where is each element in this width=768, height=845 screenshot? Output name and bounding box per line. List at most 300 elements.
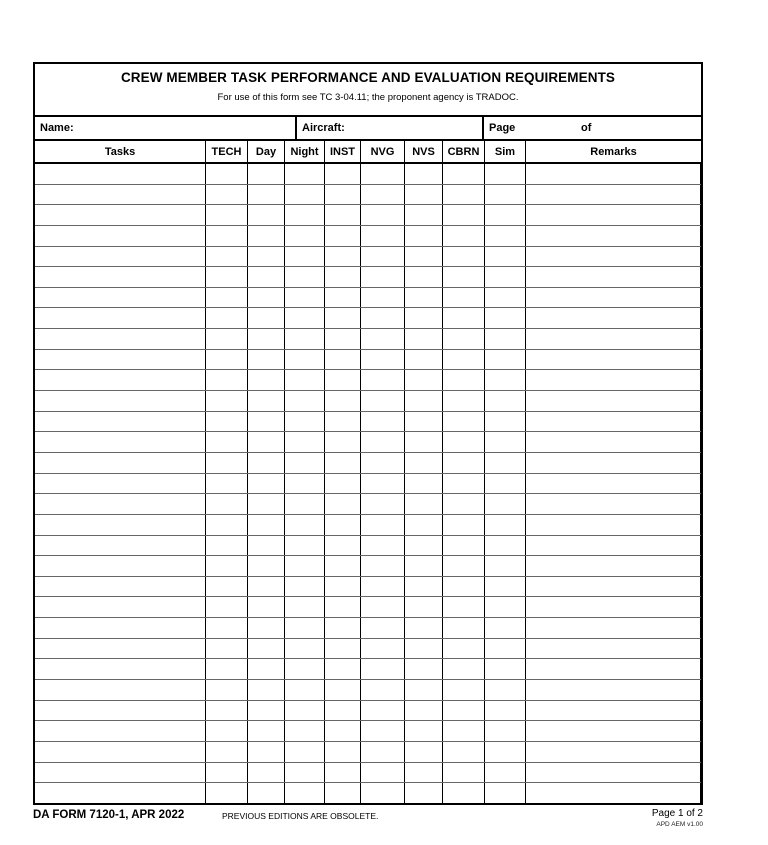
table-cell[interactable] — [206, 556, 248, 576]
table-cell[interactable] — [405, 412, 443, 432]
table-cell[interactable] — [361, 267, 405, 287]
table-cell[interactable] — [485, 164, 526, 184]
table-cell[interactable] — [35, 432, 206, 452]
table-cell[interactable] — [325, 226, 361, 246]
table-cell[interactable] — [526, 267, 701, 287]
table-cell[interactable] — [248, 329, 285, 349]
table-cell[interactable] — [35, 205, 206, 225]
table-cell[interactable] — [35, 494, 206, 514]
table-cell[interactable] — [285, 783, 325, 803]
table-cell[interactable] — [248, 370, 285, 390]
table-cell[interactable] — [405, 226, 443, 246]
table-cell[interactable] — [285, 659, 325, 679]
table-cell[interactable] — [405, 783, 443, 803]
table-cell[interactable] — [405, 267, 443, 287]
table-cell[interactable] — [405, 618, 443, 638]
table-cell[interactable] — [248, 536, 285, 556]
table-cell[interactable] — [526, 680, 701, 700]
table-cell[interactable] — [35, 763, 206, 783]
table-cell[interactable] — [285, 164, 325, 184]
table-cell[interactable] — [35, 597, 206, 617]
table-cell[interactable] — [35, 453, 206, 473]
table-cell[interactable] — [35, 226, 206, 246]
table-cell[interactable] — [526, 391, 701, 411]
table-cell[interactable] — [285, 742, 325, 762]
table-cell[interactable] — [361, 494, 405, 514]
table-cell[interactable] — [206, 680, 248, 700]
table-cell[interactable] — [285, 680, 325, 700]
table-cell[interactable] — [485, 432, 526, 452]
table-cell[interactable] — [405, 742, 443, 762]
table-cell[interactable] — [361, 577, 405, 597]
table-cell[interactable] — [35, 783, 206, 803]
table-cell[interactable] — [405, 432, 443, 452]
table-cell[interactable] — [35, 701, 206, 721]
table-cell[interactable] — [35, 556, 206, 576]
table-cell[interactable] — [443, 494, 485, 514]
table-cell[interactable] — [361, 288, 405, 308]
table-cell[interactable] — [526, 164, 701, 184]
table-cell[interactable] — [35, 370, 206, 390]
table-cell[interactable] — [285, 308, 325, 328]
table-cell[interactable] — [405, 247, 443, 267]
table-cell[interactable] — [285, 432, 325, 452]
table-cell[interactable] — [325, 783, 361, 803]
table-cell[interactable] — [285, 267, 325, 287]
table-cell[interactable] — [361, 474, 405, 494]
table-cell[interactable] — [248, 577, 285, 597]
table-cell[interactable] — [285, 701, 325, 721]
table-cell[interactable] — [485, 370, 526, 390]
table-cell[interactable] — [248, 556, 285, 576]
table-cell[interactable] — [248, 247, 285, 267]
table-cell[interactable] — [248, 494, 285, 514]
table-cell[interactable] — [285, 412, 325, 432]
table-cell[interactable] — [526, 185, 701, 205]
table-cell[interactable] — [325, 618, 361, 638]
table-cell[interactable] — [361, 783, 405, 803]
table-cell[interactable] — [285, 618, 325, 638]
table-cell[interactable] — [361, 515, 405, 535]
table-cell[interactable] — [443, 763, 485, 783]
table-cell[interactable] — [35, 288, 206, 308]
table-cell[interactable] — [485, 783, 526, 803]
table-cell[interactable] — [361, 308, 405, 328]
table-cell[interactable] — [405, 536, 443, 556]
table-cell[interactable] — [443, 474, 485, 494]
table-cell[interactable] — [361, 329, 405, 349]
table-cell[interactable] — [526, 453, 701, 473]
table-cell[interactable] — [526, 783, 701, 803]
table-cell[interactable] — [248, 515, 285, 535]
table-cell[interactable] — [485, 288, 526, 308]
table-cell[interactable] — [485, 412, 526, 432]
table-cell[interactable] — [485, 659, 526, 679]
table-cell[interactable] — [285, 763, 325, 783]
table-cell[interactable] — [405, 721, 443, 741]
table-cell[interactable] — [285, 391, 325, 411]
table-cell[interactable] — [206, 659, 248, 679]
table-cell[interactable] — [285, 597, 325, 617]
table-cell[interactable] — [325, 763, 361, 783]
table-cell[interactable] — [361, 556, 405, 576]
table-cell[interactable] — [443, 783, 485, 803]
table-cell[interactable] — [206, 763, 248, 783]
table-cell[interactable] — [485, 597, 526, 617]
table-cell[interactable] — [35, 536, 206, 556]
table-cell[interactable] — [443, 308, 485, 328]
table-cell[interactable] — [361, 597, 405, 617]
table-cell[interactable] — [361, 453, 405, 473]
table-cell[interactable] — [248, 618, 285, 638]
table-cell[interactable] — [361, 370, 405, 390]
table-cell[interactable] — [35, 680, 206, 700]
table-cell[interactable] — [443, 701, 485, 721]
table-cell[interactable] — [285, 577, 325, 597]
table-cell[interactable] — [248, 308, 285, 328]
table-cell[interactable] — [35, 639, 206, 659]
table-cell[interactable] — [405, 391, 443, 411]
table-cell[interactable] — [485, 350, 526, 370]
table-cell[interactable] — [526, 288, 701, 308]
table-cell[interactable] — [526, 659, 701, 679]
table-cell[interactable] — [405, 680, 443, 700]
table-cell[interactable] — [526, 597, 701, 617]
table-cell[interactable] — [206, 370, 248, 390]
table-cell[interactable] — [35, 515, 206, 535]
table-cell[interactable] — [248, 288, 285, 308]
table-cell[interactable] — [325, 247, 361, 267]
table-cell[interactable] — [526, 701, 701, 721]
table-cell[interactable] — [285, 515, 325, 535]
table-cell[interactable] — [443, 515, 485, 535]
table-cell[interactable] — [485, 247, 526, 267]
table-cell[interactable] — [248, 763, 285, 783]
table-cell[interactable] — [361, 185, 405, 205]
table-cell[interactable] — [248, 185, 285, 205]
table-cell[interactable] — [325, 556, 361, 576]
table-cell[interactable] — [248, 659, 285, 679]
table-cell[interactable] — [325, 412, 361, 432]
table-cell[interactable] — [248, 783, 285, 803]
table-cell[interactable] — [206, 308, 248, 328]
table-cell[interactable] — [35, 742, 206, 762]
table-cell[interactable] — [325, 659, 361, 679]
table-cell[interactable] — [361, 680, 405, 700]
table-cell[interactable] — [35, 350, 206, 370]
table-cell[interactable] — [248, 597, 285, 617]
table-cell[interactable] — [526, 412, 701, 432]
table-cell[interactable] — [526, 494, 701, 514]
table-cell[interactable] — [35, 308, 206, 328]
table-cell[interactable] — [526, 721, 701, 741]
table-cell[interactable] — [248, 226, 285, 246]
table-cell[interactable] — [485, 536, 526, 556]
table-cell[interactable] — [485, 391, 526, 411]
table-cell[interactable] — [405, 701, 443, 721]
table-cell[interactable] — [325, 701, 361, 721]
table-cell[interactable] — [361, 763, 405, 783]
table-cell[interactable] — [325, 639, 361, 659]
table-cell[interactable] — [526, 308, 701, 328]
table-cell[interactable] — [485, 453, 526, 473]
table-cell[interactable] — [361, 721, 405, 741]
table-cell[interactable] — [526, 432, 701, 452]
table-cell[interactable] — [443, 267, 485, 287]
table-cell[interactable] — [35, 247, 206, 267]
table-cell[interactable] — [443, 618, 485, 638]
table-cell[interactable] — [206, 474, 248, 494]
table-cell[interactable] — [485, 639, 526, 659]
table-cell[interactable] — [206, 205, 248, 225]
table-cell[interactable] — [485, 226, 526, 246]
table-cell[interactable] — [35, 267, 206, 287]
table-cell[interactable] — [526, 515, 701, 535]
table-cell[interactable] — [325, 474, 361, 494]
table-cell[interactable] — [35, 412, 206, 432]
table-cell[interactable] — [35, 329, 206, 349]
table-cell[interactable] — [325, 308, 361, 328]
page-field[interactable] — [484, 117, 701, 139]
table-cell[interactable] — [526, 763, 701, 783]
table-cell[interactable] — [206, 350, 248, 370]
table-cell[interactable] — [485, 329, 526, 349]
table-cell[interactable] — [361, 391, 405, 411]
table-cell[interactable] — [325, 432, 361, 452]
table-cell[interactable] — [248, 742, 285, 762]
table-cell[interactable] — [361, 432, 405, 452]
table-cell[interactable] — [248, 412, 285, 432]
table-cell[interactable] — [285, 494, 325, 514]
table-cell[interactable] — [361, 659, 405, 679]
table-cell[interactable] — [248, 639, 285, 659]
table-cell[interactable] — [325, 329, 361, 349]
table-cell[interactable] — [443, 577, 485, 597]
table-cell[interactable] — [285, 205, 325, 225]
table-cell[interactable] — [526, 370, 701, 390]
table-cell[interactable] — [443, 185, 485, 205]
table-cell[interactable] — [325, 453, 361, 473]
table-cell[interactable] — [405, 597, 443, 617]
table-cell[interactable] — [443, 350, 485, 370]
table-cell[interactable] — [248, 701, 285, 721]
table-cell[interactable] — [405, 164, 443, 184]
table-cell[interactable] — [361, 412, 405, 432]
table-cell[interactable] — [325, 680, 361, 700]
table-cell[interactable] — [526, 536, 701, 556]
table-cell[interactable] — [325, 577, 361, 597]
table-cell[interactable] — [443, 391, 485, 411]
table-cell[interactable] — [206, 721, 248, 741]
table-cell[interactable] — [206, 577, 248, 597]
table-cell[interactable] — [443, 536, 485, 556]
table-cell[interactable] — [526, 618, 701, 638]
table-cell[interactable] — [526, 577, 701, 597]
table-cell[interactable] — [285, 556, 325, 576]
table-cell[interactable] — [361, 205, 405, 225]
table-cell[interactable] — [325, 515, 361, 535]
table-cell[interactable] — [405, 350, 443, 370]
table-cell[interactable] — [206, 288, 248, 308]
table-cell[interactable] — [443, 432, 485, 452]
table-cell[interactable] — [485, 763, 526, 783]
table-cell[interactable] — [361, 350, 405, 370]
table-cell[interactable] — [526, 474, 701, 494]
table-cell[interactable] — [485, 494, 526, 514]
table-cell[interactable] — [485, 474, 526, 494]
table-cell[interactable] — [485, 618, 526, 638]
table-cell[interactable] — [285, 350, 325, 370]
table-cell[interactable] — [361, 226, 405, 246]
table-cell[interactable] — [206, 267, 248, 287]
table-cell[interactable] — [248, 680, 285, 700]
table-cell[interactable] — [526, 247, 701, 267]
table-cell[interactable] — [443, 164, 485, 184]
table-cell[interactable] — [325, 288, 361, 308]
table-cell[interactable] — [325, 164, 361, 184]
table-cell[interactable] — [206, 247, 248, 267]
table-cell[interactable] — [248, 205, 285, 225]
table-cell[interactable] — [325, 721, 361, 741]
table-cell[interactable] — [206, 453, 248, 473]
table-cell[interactable] — [443, 453, 485, 473]
table-cell[interactable] — [485, 721, 526, 741]
table-cell[interactable] — [285, 536, 325, 556]
table-cell[interactable] — [405, 288, 443, 308]
table-cell[interactable] — [285, 453, 325, 473]
table-cell[interactable] — [361, 701, 405, 721]
table-cell[interactable] — [206, 618, 248, 638]
table-cell[interactable] — [35, 577, 206, 597]
table-cell[interactable] — [405, 515, 443, 535]
table-cell[interactable] — [206, 329, 248, 349]
table-cell[interactable] — [325, 597, 361, 617]
table-cell[interactable] — [405, 205, 443, 225]
table-cell[interactable] — [206, 701, 248, 721]
table-cell[interactable] — [35, 164, 206, 184]
table-cell[interactable] — [443, 680, 485, 700]
table-cell[interactable] — [248, 164, 285, 184]
table-cell[interactable] — [485, 742, 526, 762]
table-cell[interactable] — [206, 226, 248, 246]
table-cell[interactable] — [443, 226, 485, 246]
table-cell[interactable] — [485, 577, 526, 597]
table-cell[interactable] — [285, 185, 325, 205]
table-cell[interactable] — [35, 391, 206, 411]
table-cell[interactable] — [248, 391, 285, 411]
table-cell[interactable] — [405, 556, 443, 576]
table-cell[interactable] — [325, 267, 361, 287]
table-cell[interactable] — [361, 742, 405, 762]
table-cell[interactable] — [361, 536, 405, 556]
table-cell[interactable] — [443, 247, 485, 267]
table-cell[interactable] — [206, 391, 248, 411]
table-cell[interactable] — [285, 288, 325, 308]
table-cell[interactable] — [443, 288, 485, 308]
table-cell[interactable] — [443, 556, 485, 576]
table-cell[interactable] — [206, 515, 248, 535]
table-cell[interactable] — [485, 680, 526, 700]
table-cell[interactable] — [526, 639, 701, 659]
table-cell[interactable] — [526, 742, 701, 762]
table-cell[interactable] — [206, 536, 248, 556]
table-cell[interactable] — [206, 494, 248, 514]
table-cell[interactable] — [405, 185, 443, 205]
table-cell[interactable] — [443, 639, 485, 659]
table-cell[interactable] — [325, 391, 361, 411]
table-cell[interactable] — [248, 721, 285, 741]
table-cell[interactable] — [485, 556, 526, 576]
table-cell[interactable] — [206, 783, 248, 803]
table-cell[interactable] — [325, 205, 361, 225]
table-cell[interactable] — [485, 701, 526, 721]
table-cell[interactable] — [325, 494, 361, 514]
table-cell[interactable] — [206, 164, 248, 184]
table-cell[interactable] — [405, 329, 443, 349]
table-cell[interactable] — [443, 205, 485, 225]
table-cell[interactable] — [443, 597, 485, 617]
table-cell[interactable] — [485, 515, 526, 535]
table-cell[interactable] — [285, 474, 325, 494]
table-cell[interactable] — [206, 185, 248, 205]
table-cell[interactable] — [485, 205, 526, 225]
table-cell[interactable] — [485, 308, 526, 328]
table-cell[interactable] — [405, 639, 443, 659]
table-cell[interactable] — [361, 164, 405, 184]
table-cell[interactable] — [248, 453, 285, 473]
table-cell[interactable] — [35, 474, 206, 494]
table-cell[interactable] — [526, 350, 701, 370]
table-cell[interactable] — [405, 494, 443, 514]
table-cell[interactable] — [285, 247, 325, 267]
table-cell[interactable] — [361, 639, 405, 659]
table-cell[interactable] — [325, 536, 361, 556]
table-cell[interactable] — [443, 659, 485, 679]
table-cell[interactable] — [443, 742, 485, 762]
table-cell[interactable] — [206, 742, 248, 762]
table-cell[interactable] — [248, 267, 285, 287]
table-cell[interactable] — [285, 639, 325, 659]
table-cell[interactable] — [285, 329, 325, 349]
table-cell[interactable] — [325, 185, 361, 205]
table-cell[interactable] — [485, 267, 526, 287]
table-cell[interactable] — [325, 370, 361, 390]
table-cell[interactable] — [35, 618, 206, 638]
table-cell[interactable] — [206, 639, 248, 659]
name-field[interactable] — [35, 117, 297, 139]
table-cell[interactable] — [405, 577, 443, 597]
table-cell[interactable] — [361, 247, 405, 267]
table-cell[interactable] — [35, 185, 206, 205]
table-cell[interactable] — [443, 721, 485, 741]
aircraft-field[interactable] — [297, 117, 484, 139]
table-cell[interactable] — [248, 350, 285, 370]
table-cell[interactable] — [405, 659, 443, 679]
table-cell[interactable] — [443, 329, 485, 349]
table-cell[interactable] — [206, 597, 248, 617]
table-cell[interactable] — [285, 370, 325, 390]
table-cell[interactable] — [206, 412, 248, 432]
table-cell[interactable] — [325, 742, 361, 762]
table-cell[interactable] — [248, 474, 285, 494]
table-cell[interactable] — [325, 350, 361, 370]
table-cell[interactable] — [285, 721, 325, 741]
table-cell[interactable] — [361, 618, 405, 638]
table-cell[interactable] — [405, 474, 443, 494]
table-cell[interactable] — [206, 432, 248, 452]
table-cell[interactable] — [485, 185, 526, 205]
table-cell[interactable] — [526, 329, 701, 349]
